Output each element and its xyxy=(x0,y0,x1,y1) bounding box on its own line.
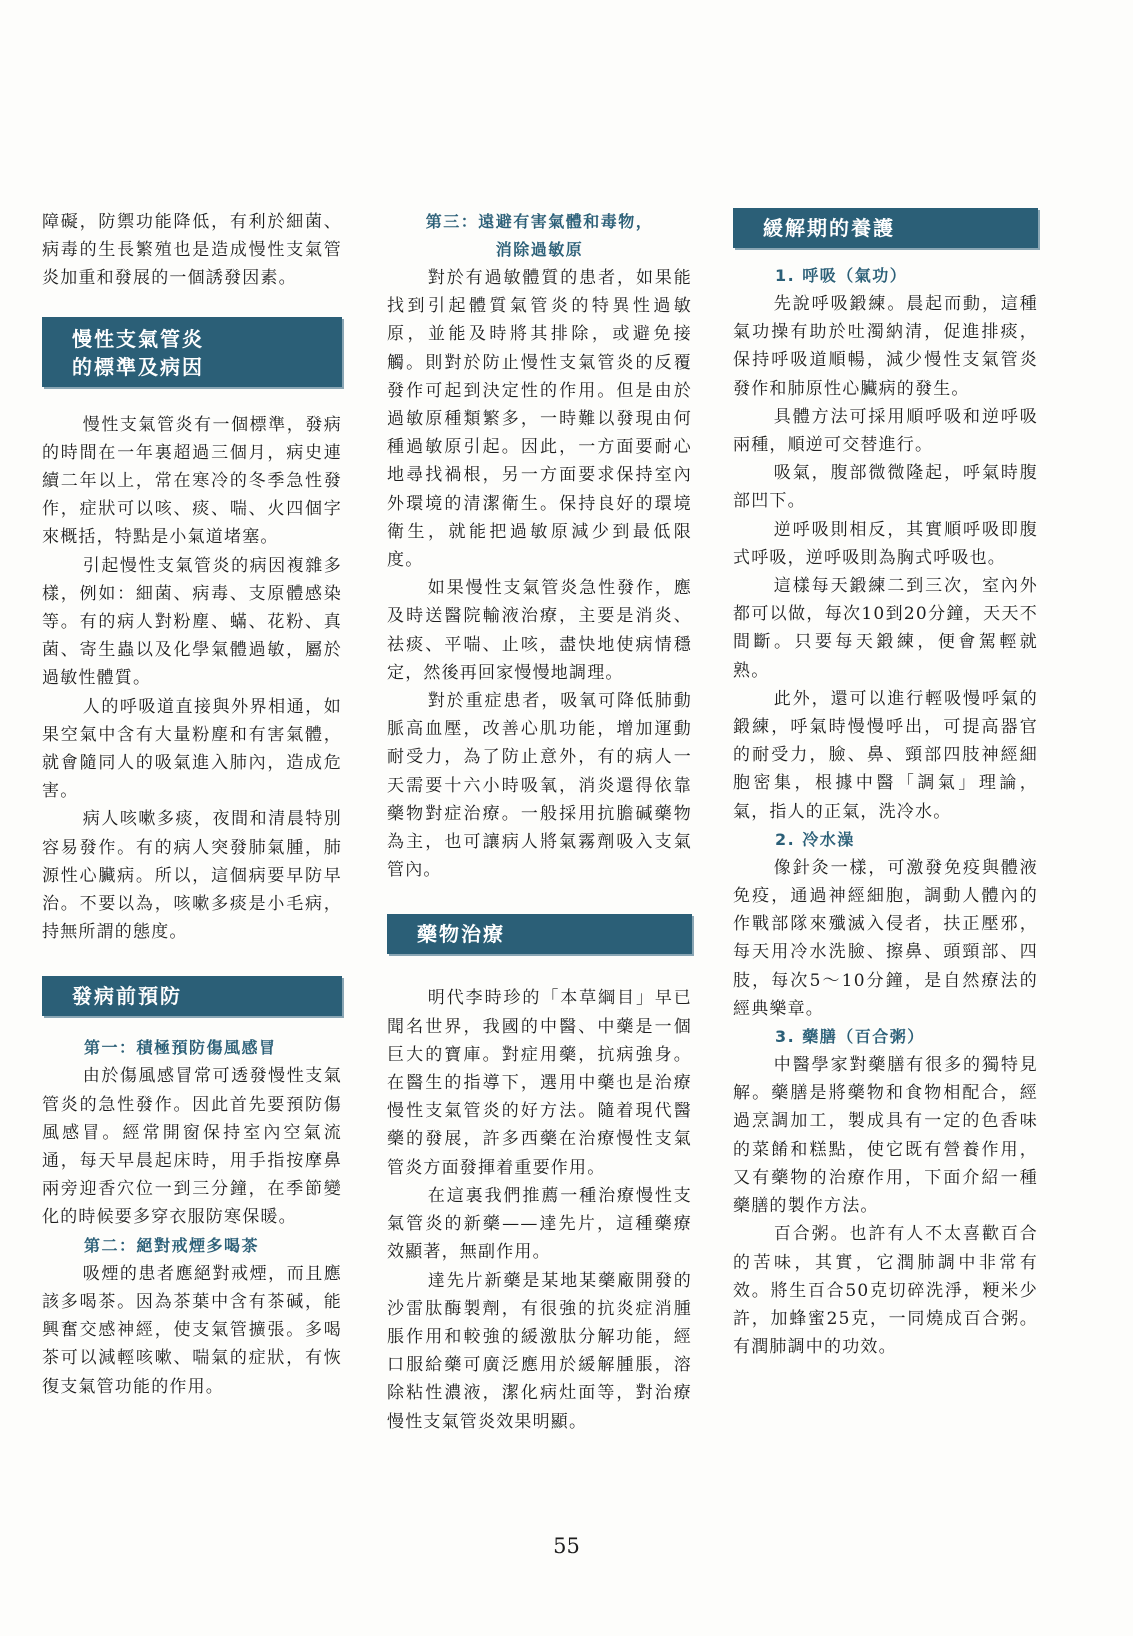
body-paragraph: 此外，還可以進行輕吸慢呼氣的鍛練，呼氣時慢慢呼出，可提高器官的耐受力，臉、鼻、頸部四肢神經細胞密集，根據中醫「調氣」理論，氣，指人的正氣，洗冷水。 xyxy=(733,688,1038,822)
column-middle xyxy=(387,208,692,1436)
body-paragraph: 具體方法可採用順呼吸和逆呼吸兩種，順逆可交替進行。 xyxy=(733,406,1038,456)
body-paragraph: 中醫學家對藥膳有很多的獨特見解。藥膳是將藥物和食物相配合，經過烹調加工，製成具有一定的色香味的菜餚和糕點，使它既有營養作用，又有藥物的治療作用，下面介紹一種藥膳的製作方法。 xyxy=(733,1055,1038,1217)
section-banner-prevention: 發病前預防 xyxy=(42,976,342,1016)
body-paragraph: 人的呼吸道直接與外界相通，如果空氣中含有大量粉塵和有害氣體，就會隨同人的吸氣進入肺內，造成危害。 xyxy=(42,696,342,802)
body-paragraph: 由於傷風感冒常可透發慢性支氣管炎的急性發作。因此首先要預防傷風感冒。經常開窗保持室內空氣流通，每天早晨起床時，用手指按摩鼻兩旁迎香穴位一到三分鐘，在季節變化的時候要多穿衣服防寒保暖。 xyxy=(42,1066,342,1228)
body-paragraph: 對於重症患者，吸氧可降低肺動脈高血壓，改善心肌功能，增加運動耐受力，為了防止意外，有的病人一天需要十六小時吸氧，消炎還得依靠藥物對症治療。一般採用抗膽碱藥物為主，也可讓病人將氣霧劑吸入支氣管內。 xyxy=(387,691,692,881)
column-right xyxy=(733,208,1038,1361)
body-paragraph: 達先片新藥是某地某藥廠開發的沙雷肽酶製劑，有很強的抗炎症消腫脹作用和較強的緩激肽分解功能，經口服給藥可廣泛應用於緩解腫脹，溶除粘性濃液，潔化病灶面等，對治療慢性支氣管炎效果明顯。 xyxy=(387,1270,692,1432)
body-paragraph: 在這裏我們推薦一種治療慢性支氣管炎的新藥——達先片，這種藥療效顯著，無副作用。 xyxy=(387,1185,692,1263)
section-banner-remission-care: 緩解期的養護 xyxy=(733,208,1038,248)
body-paragraph: 明代李時珍的「本草綱目」早已聞名世界，我國的中醫、中藥是一個巨大的寶庫。對症用藥，抗病強身。在醫生的指導下，選用中藥也是治療慢性支氣管炎的好方法。隨着現代醫藥的發展，許多西藥在治療慢性支氣管炎方面發揮着重要作用。 xyxy=(387,988,692,1178)
body-paragraph: 吸氣，腹部微微隆起，呼氣時腹部凹下。 xyxy=(733,463,1038,512)
column-left xyxy=(42,208,342,1401)
body-paragraph: 逆呼吸則相反，其實順呼吸即腹式呼吸，逆呼吸則為胸式呼吸也。 xyxy=(733,519,1038,568)
body-paragraph: 如果慢性支氣管炎急性發作，應及時送醫院輸液治療，主要是消炎、祛痰、平喘、止咳，盡快地使病情穩定，然後再回家慢慢地調理。 xyxy=(387,578,692,683)
intro-paragraph: 障礙，防禦功能降低，有利於細菌、病毒的生長繁殖也是造成慢性支氣管炎加重和發展的一個誘發因素。 xyxy=(42,212,342,289)
banner-line: 慢性支氣管炎 xyxy=(72,326,204,351)
body-paragraph: 百合粥。也許有人不太喜歡百合的苦味，其實，它潤肺調中非常有效。將生百合50克切碎洗淨，粳米少許，加蜂蜜25克，一同燒成百合粥。有潤肺調中的功效。 xyxy=(733,1224,1038,1358)
subheading: 第一：積極預防傷風感冒 xyxy=(84,1038,277,1058)
section-banner-standard-causes xyxy=(42,317,342,387)
body-paragraph: 像針灸一樣，可激發免疫與體液免疫，通過神經細胞，調動人體內的作戰部隊來殲滅入侵者，扶正壓邪，每天用冷水洗臉、擦鼻、頭頸部、四肢，每次5～10分鐘，是自然療法的經典樂章。 xyxy=(733,857,1038,1019)
body-paragraph: 病人咳嗽多痰，夜間和清晨特別容易發作。有的病人突發肺氣腫，肺源性心臟病。所以，這個病要早防早治。不要以為，咳嗽多痰是小毛病，持無所謂的態度。 xyxy=(42,809,342,943)
body-paragraph: 吸煙的患者應絕對戒煙，而且應該多喝茶。因為茶葉中含有茶碱，能興奮交感神經，使支氣管擴張。多喝茶可以減輕咳嗽、喘氣的症狀，有恢復支氣管功能的作用。 xyxy=(42,1263,342,1397)
subheading: 第二：絕對戒煙多喝茶 xyxy=(84,1235,260,1255)
subheading: 3. 藥膳（百合粥） xyxy=(775,1027,925,1047)
subheading: 1. 呼吸（氣功） xyxy=(775,266,908,285)
body-paragraph: 先說呼吸鍛練。晨起而動，這種氣功操有助於吐濁納清，促進排痰，保持呼吸道順暢，減少慢性支氣管炎發作和肺原性心臟病的發生。 xyxy=(733,294,1038,399)
body-paragraph: 慢性支氣管炎有一個標準，發病的時間在一年裏超過三個月，病史連續二年以上，常在寒冷的冬季急性發作，症狀可以咳、痰、喘、火四個字來概括，特點是小氣道堵塞。 xyxy=(42,414,342,548)
section-banner-medication: 藥物治療 xyxy=(387,914,692,954)
subheading: 2. 冷水澡 xyxy=(775,829,855,849)
banner-line: 的標準及病因 xyxy=(72,354,204,379)
body-paragraph: 這樣每天鍛練二到三次，室內外都可以做，每次10到20分鐘，天天不間斷。只要每天鍛練，便會駕輕就熟。 xyxy=(733,576,1038,681)
page-number: 55 xyxy=(553,1534,580,1558)
subheading: 第三：遠避有害氣體和毒物， xyxy=(425,212,654,231)
subheading: 消除過敏原 xyxy=(495,240,584,259)
body-paragraph: 對於有過敏體質的患者，如果能找到引起體質氣管炎的特異性過敏原，並能及時將其排除，或避免接觸。則對於防止慢性支氣管炎的反覆發作可起到決定性的作用。但是由於過敏原種類繁多，一時難以發現由何種過敏原引起。因此，一方面要耐心地尋找禍根，另一方面要求保持室內外環境的清潔衛生。保持良好的環境衛生，就能把過敏原減少到最低限度。 xyxy=(387,268,692,571)
body-paragraph: 引起慢性支氣管炎的病因複雜多樣，例如：細菌、病毒、支原體感染等。有的病人對粉塵、蟎、花粉、真菌、寄生蟲以及化學氣體過敏，屬於過敏性體質。 xyxy=(42,555,342,689)
